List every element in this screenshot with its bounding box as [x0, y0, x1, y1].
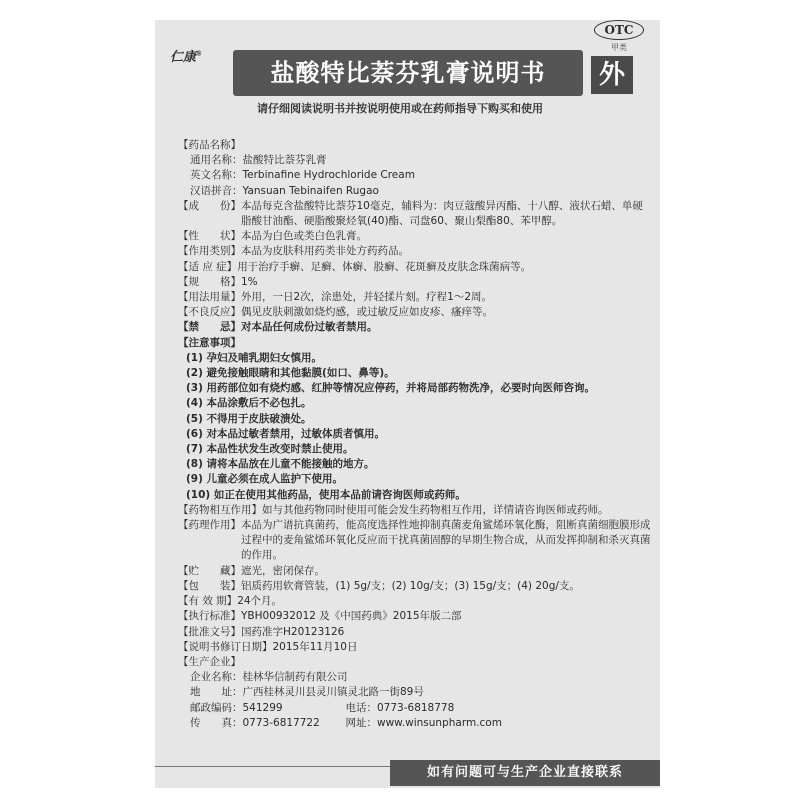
drug-name-header: 【药品名称】	[178, 139, 241, 151]
generic-name: 盐酸特比萘芬乳膏	[242, 154, 327, 167]
precaution-item: (6) 对本品过敏者禁用，过敏体质者慎用。	[186, 427, 386, 440]
approval-label: 【批准文号】	[178, 625, 241, 638]
validity-label: 【有 效 期】	[178, 595, 238, 608]
company-name: 桂林华信制药有限公司	[242, 671, 348, 684]
contact-notice: 如有问题可与生产企业直接联系	[390, 760, 660, 786]
storage-text: 遮光，密闭保存。	[241, 564, 325, 577]
address-text: 广西桂林灵川县灵川镇灵北路一街89号	[242, 686, 424, 699]
leaflet-body	[178, 138, 653, 731]
precaution-item: (1) 孕妇及哺乳期妇女慎用。	[186, 351, 323, 364]
title-bar	[233, 50, 583, 96]
composition-label: 【成 份】	[178, 199, 241, 212]
interaction-text: 如与其他药物同时使用可能会发生药物相互作用，详情请咨询医师或药师。	[262, 503, 609, 516]
pinyin-name-label: 汉语拼音：	[190, 184, 243, 197]
fax-label: 传 真：	[190, 716, 243, 729]
contraindication-label: 【禁 忌】	[178, 321, 241, 334]
standard-label: 【执行标准】	[178, 610, 241, 623]
website-label: 网址：	[345, 716, 377, 729]
page-title: 盐酸特比萘芬乳膏说明书	[270, 59, 546, 87]
category-text: 本品为皮肤科用药类非处方药药品。	[241, 245, 409, 258]
category-label: 【作用类别】	[178, 245, 241, 258]
precaution-item: (4) 本品涂敷后不必包扎。	[186, 397, 312, 410]
precaution-item: (5) 不得用于皮肤破溃处。	[186, 412, 312, 425]
precaution-item: (3) 用药部位如有烧灼感、红肿等情况应停药，并将局部药物洗净，必要时向医师咨询。	[186, 382, 596, 395]
fax-text: 0773-6817722	[242, 716, 320, 729]
otc-badge	[594, 20, 644, 53]
pharmacology-text: 本品为广谱抗真菌药，能高度选择性地抑制真菌麦角鲨烯环氧化酶，阻断真菌细胞膜形成过程中的麦角鲨烯环氧化反应而干扰真菌固醇的早期生物合成，从而发挥抑制和杀灭真菌的作用。	[241, 519, 651, 562]
english-name-label: 英文名称：	[190, 169, 243, 182]
otc-class: 甲类	[611, 43, 627, 52]
usage-text: 外用，一日2次，涂患处，并轻揉片刻。疗程1～2周。	[241, 291, 493, 304]
postcode-label: 邮政编码：	[190, 701, 243, 714]
precaution-item: (8) 请将本品放在儿童不能接触的地方。	[186, 458, 375, 471]
indication-text: 用于治疗手癣、足癣、体癣、股癣、花斑癣及皮肤念珠菌病等。	[237, 260, 532, 273]
generic-name-label: 通用名称：	[190, 154, 243, 167]
adverse-label: 【不良反应】	[178, 306, 241, 319]
brand-logo: 仁康®	[170, 50, 203, 65]
instruction-line: 请仔细阅读说明书并按说明使用或在药师指导下购买和使用	[257, 102, 543, 115]
approval-text: 国药准字H20123126	[241, 625, 345, 638]
standard-text: YBH00932012 及《中国药典》2015年版二部	[241, 610, 462, 623]
precautions-header: 【注意事项】	[178, 336, 241, 349]
indication-label: 【适 应 症】	[178, 260, 238, 273]
spec-label: 【规 格】	[178, 275, 241, 288]
precaution-item: (9) 儿童必须在成人监护下使用。	[186, 473, 344, 486]
otc-label: OTC	[594, 20, 644, 40]
phone-label: 电话：	[345, 701, 377, 714]
phone-text: 0773-6818778	[377, 701, 455, 714]
postcode-text: 541299	[242, 701, 283, 714]
company-name-label: 企业名称：	[190, 671, 243, 684]
adverse-text: 偶见皮肤刺激如烧灼感，或过敏反应如皮疹、瘙痒等。	[241, 306, 493, 319]
precaution-item: (2) 避免接触眼睛和其他黏膜(如口、鼻等)。	[186, 367, 395, 380]
manufacturer-header: 【生产企业】	[178, 655, 241, 668]
contraindication-text: 对本品任何成份过敏者禁用。	[241, 321, 378, 334]
package-text: 铝质药用软膏管装，(1) 5g/支；(2) 10g/支；(3) 15g/支；(4) 20g/支。	[241, 579, 580, 592]
appearance-text: 本品为白色或类白色乳膏。	[241, 230, 367, 243]
external-use-badge: 外	[591, 56, 633, 94]
appearance-label: 【性 状】	[178, 230, 241, 243]
website-text: www.winsunpharm.com	[377, 716, 502, 729]
pharmacology-label: 【药理作用】	[178, 519, 241, 532]
precaution-item: (10) 如正在使用其他药品，使用本品前请咨询医师或药师。	[186, 488, 466, 501]
spec-text: 1%	[241, 275, 258, 288]
revision-label: 【说明书修订日期】	[178, 640, 273, 653]
usage-label: 【用法用量】	[178, 291, 241, 304]
storage-label: 【贮 藏】	[178, 564, 241, 577]
english-name: Terbinafine Hydrochloride Cream	[242, 169, 415, 182]
composition-text: 本品每克含盐酸特比萘芬10毫克，辅料为：肉豆蔻酸异丙酯、十八醇、液状石蜡、单硬脂酸甘油酯、硬脂酸聚烃氧(40)酯、司盘60、聚山梨酯80、苯甲醇。	[241, 199, 643, 228]
validity-text: 24个月。	[237, 595, 283, 608]
precaution-item: (7) 本品性状发生改变时禁止使用。	[186, 443, 354, 456]
pinyin-name: Yansuan Tebinaifen Rugao	[242, 184, 379, 197]
address-label: 地 址：	[190, 686, 243, 699]
interaction-label: 【药物相互作用】	[178, 503, 262, 516]
package-label: 【包 装】	[178, 579, 241, 592]
revision-text: 2015年11月10日	[272, 640, 358, 653]
